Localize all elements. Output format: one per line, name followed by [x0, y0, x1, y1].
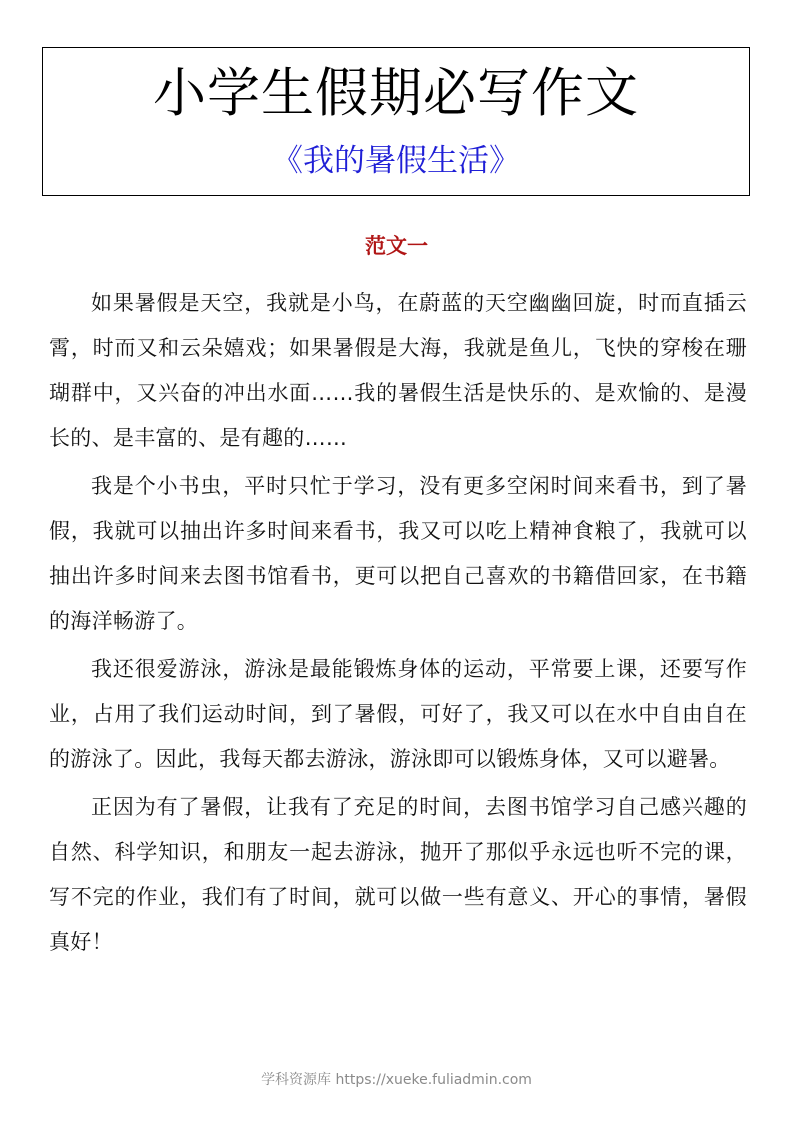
- page-subtitle: 《我的暑假生活》: [272, 143, 520, 179]
- footer-source: 学科资源库 https://xueke.fuliadmin.com: [261, 1072, 532, 1088]
- section-heading: 范文一: [365, 234, 428, 258]
- page-title: 小学生假期必写作文: [153, 63, 639, 124]
- article-body: [49, 281, 747, 968]
- paragraph-3: 我还很爱游泳，游泳是最能锻炼身体的运动，平常要上课，还要写作业，占用了我们运动时间，到了暑假，可好了，我又可以在水中自由自在的游泳了。因此，我每天都去游泳，游泳即可以锻炼身体，又可以避暑。: [49, 657, 747, 771]
- title-box: [42, 47, 750, 196]
- paragraph-2: 我是个小书虫，平时只忙于学习，没有更多空闲时间来看书，到了暑假，我就可以抽出许多时间来看书，我又可以吃上精神食粮了，我就可以抽出许多时间来去图书馆看书，更可以把自己喜欢的书籍借回家，在书籍的海洋畅游了。: [49, 474, 747, 633]
- paragraph-4: 正因为有了暑假，让我有了充足的时间，去图书馆学习自己感兴趣的自然、科学知识，和朋友一起去游泳，抛开了那似乎永远也听不完的课，写不完的作业，我们有了时间，就可以做一些有意义、开心的事情，暑假真好！: [49, 795, 747, 954]
- paragraph-1: 如果暑假是天空，我就是小鸟，在蔚蓝的天空幽幽回旋，时而直插云霄，时而又和云朵嬉戏；如果暑假是大海，我就是鱼儿，飞快的穿梭在珊瑚群中，又兴奋的冲出水面……我的暑假生活是快乐的、是欢愉的、是漫长的、是丰富的、是有趣的……: [49, 291, 747, 450]
